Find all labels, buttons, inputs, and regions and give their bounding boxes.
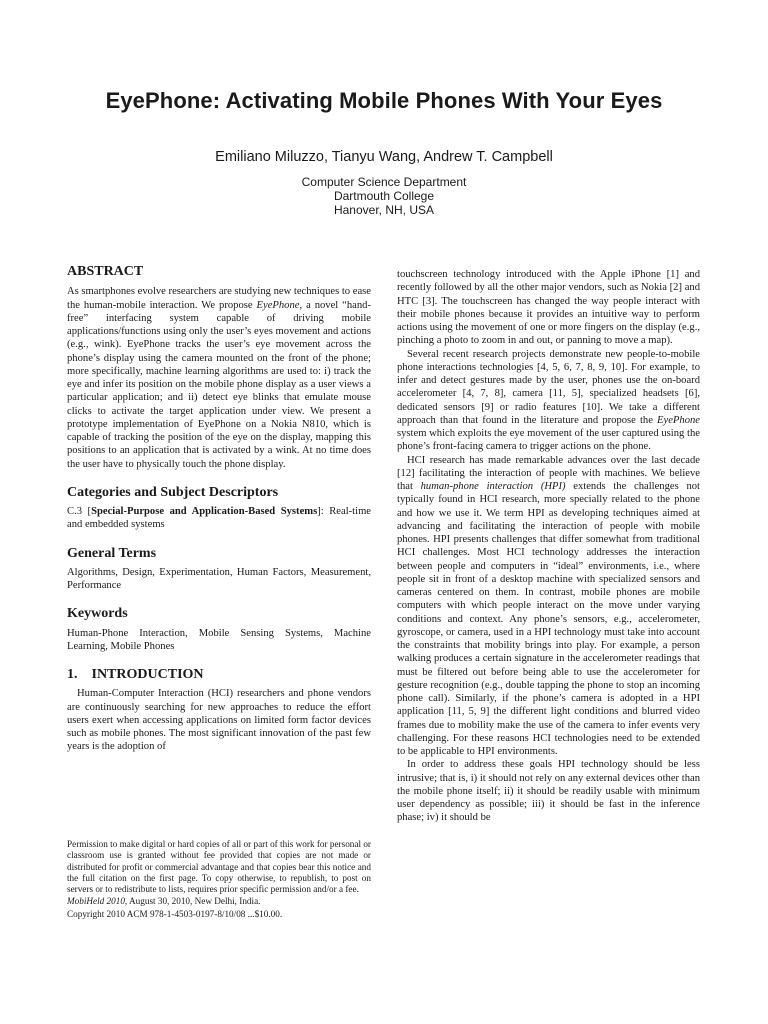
paper-title: EyePhone: Activating Mobile Phones With Your Eyes [105,88,663,113]
right-column [397,268,700,825]
affiliation [0,175,768,217]
intro-paragraph-4: In order to address these goals HPI technology should be less intrusive; that is, i) it should not rely on any external devices other than the mobile phone itself; ii) it should be readily usable with minimum user dependency as possible; iii) it should be fast in the inference phase; iv) it should be [397,759,700,824]
copyright-line: Copyright 2010 ACM 978-1-4503-0197-8/10/08 ...$10.00. [67,908,283,919]
keywords-text: Human-Phone Interaction, Mobile Sensing Systems, Machine Learning, Mobile Phones [67,627,371,652]
abstract-heading: ABSTRACT [67,264,144,279]
introduction-heading [67,668,371,681]
general-terms-text: Algorithms, Design, Experimentation, Human Factors, Measurement, Performance [67,566,371,591]
permission-text: Permission to make digital or hard copies of all or part of this work for personal or classroom use is granted without fee provided that copies are not made or distributed for profit or commercial advantage and that copies bear this notice and the full citation on the first page. To copy otherwise, to republish, to post on servers or to redistribute to lists, requires prior specific permission and/or a fee. [67,839,371,895]
affiliation-department: Computer Science Department [301,175,467,189]
general-terms-heading: General Terms [67,545,157,561]
section-number: 1. [67,667,78,682]
keywords-heading: Keywords [67,606,128,622]
categories-heading: Categories and Subject Descriptors [67,484,279,500]
section-title: INTRODUCTION [91,667,204,682]
intro-paragraph-3: HCI research has made remarkable advances over the last decade [12] facilitating the interaction of people with machines. We believe that human-phone interaction (HPI) extends the challenges not typically found in HCI research, more specially related to the phone and how we use it. We term HPI as developing techniques aimed at advancing and facilitating the interaction of people with mobile phones. HPI presents challenges that differ somewhat from traditional HCI challenges. Most HCI technology addresses the interaction between people and computers in “ideal” environments, i.e., where people sit in front of a desktop machine with specialized sensors and cameras centered on them. In contrast, mobile phones are mobile computers with which people interact on the move under varying conditions and context. Any phone’s sensors, e.g., accelerometer, gyroscope, or camera, used in a HPI technology must take into account the constraints that mobility brings into play. For example, a person walking produces a certain signature in the accelerometer readings that must be filtered out before being able to use the accelerometer for gesture recognition (e.g., double tapping the phone to stop an incoming phone call). Similarly, if the phone’s camera is adopted in a HPI application [11, 5, 9] the different light conditions and blurred video frames due to mobility make the use of the camera to infer events very challenging. For these reasons HCI technologies need to be extended to be applicable to HPI environments. [397,454,700,757]
author-list: Emiliano Miluzzo, Tianyu Wang, Andrew T. Campbell [215,149,553,165]
abstract-text: As smartphones evolve researchers are studying new techniques to ease the human-mobile interaction. We propose EyePhone, a novel “hand-free” interfacing system capable of driving mobile applications/functions using only the user’s eyes movement and actions (e.g., wink). EyePhone tracks the user’s eye movement across the phone’s display using the camera mounted on the front of the phone; more specifically, machine learning algorithms are used to: i) track the eye and infer its position on the mobile phone display as a user views a particular application; and ii) detect eye blinks that emulate mouse clicks to activate the target application under view. We present a prototype implementation of EyePhone on a Nokia N810, which is capable of tracking the position of the eye on the display, mapping this positions to an application that is activated by a wink. At no time does the user have to physically touch the phone display. [67,286,371,470]
intro-paragraph-1: Human-Computer Interaction (HCI) researchers and phone vendors are continuously searching for new approaches to reduce the effort users exert when accessing applications on limited form factor devices such as mobile phones. The most significant innovation of the past few years is the adoption of [67,688,371,753]
intro-paragraph-2: Several recent research projects demonstrate new people-to-mobile phone interactions technologies [4, 5, 6, 7, 8, 9, 10]. For example, to infer and detect gestures made by the user, phones use the on-board accelerometer [4, 7, 8], camera [11, 5], specialized headsets [6], dedicated sensors [9] or radio features [10]. We take a different approach than that found in the literature and propose the EyePhone system which exploits the eye movement of the user captured using the phone’s front-facing camera to trigger actions on the phone. [397,348,700,453]
permission-notice [67,839,371,920]
venue-line: MobiHeld 2010, August 30, 2010, New Delhi, India. [67,896,261,907]
categories-text: C.3 [Special-Purpose and Application-Based Systems]: Real-time and embedded systems [67,506,372,531]
affiliation-institution: Dartmouth College [333,189,435,203]
left-column [67,265,371,754]
affiliation-location: Hanover, NH, USA [333,203,435,217]
intro-paragraph-1-continued: touchscreen technology introduced with the Apple iPhone [1] and recently followed by all the other major vendors, such as Nokia [2] and HTC [3]. The touchscreen has changed the way people interact with their mobile phones because it provides an intuitive way to perform actions using the movement of one or more fingers on the display (e.g., pinching a photo to zoom in and out, or panning to move a map). [397,269,700,347]
